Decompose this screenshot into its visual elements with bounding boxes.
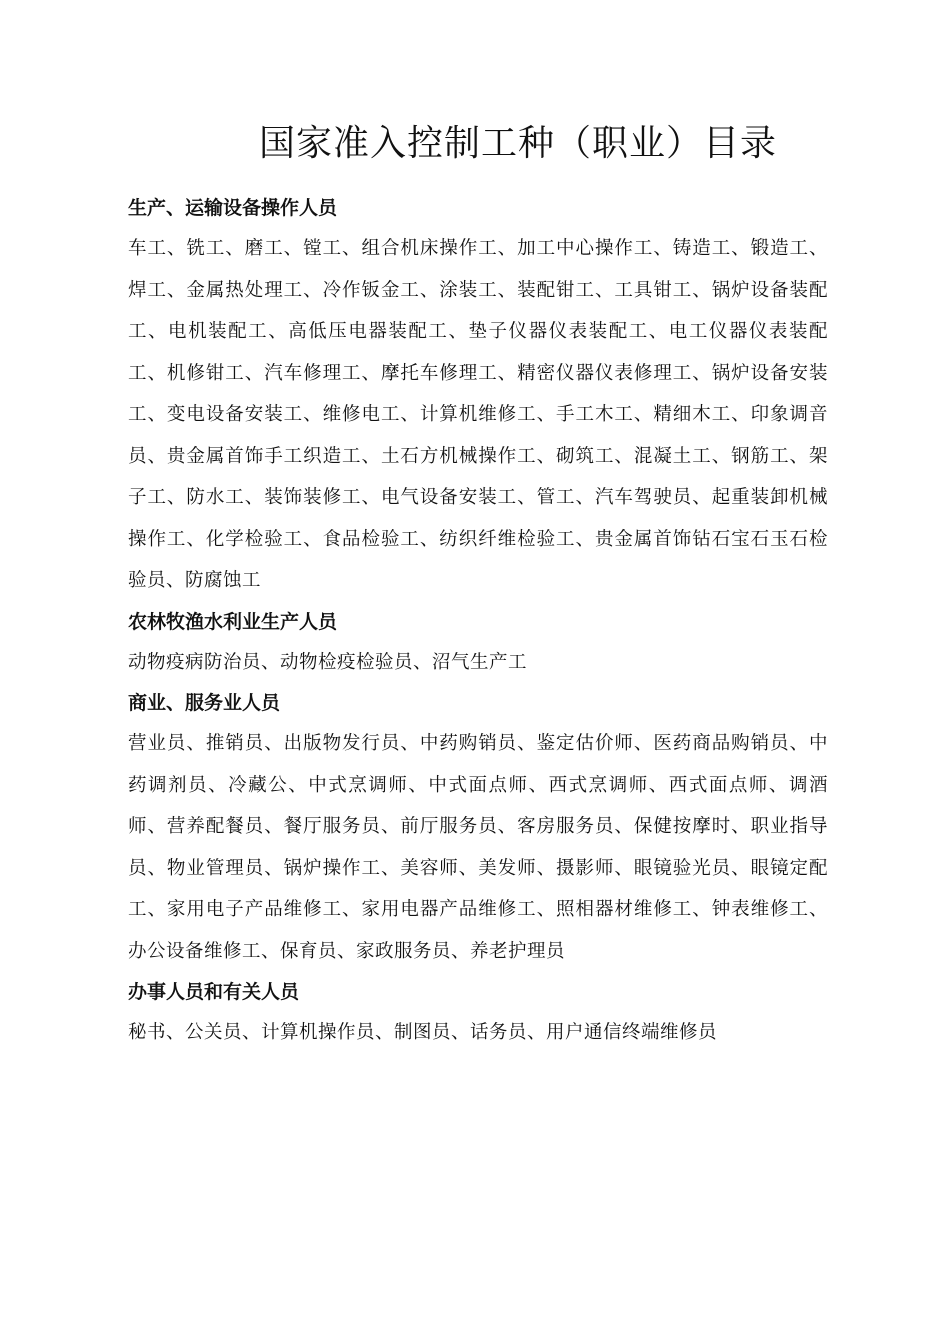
document-page bbox=[128, 118, 828, 1054]
section-heading: 农林牧渔水利业生产人员 bbox=[128, 610, 338, 633]
page-title: 国家准入控制工种（职业）目录 bbox=[258, 123, 777, 164]
section-heading: 生产、运输设备操作人员 bbox=[128, 197, 338, 219]
section-body: 车工、铣工、磨工、镗工、组合机床操作工、加工中心操作工、铸造工、锻造工、焊工、金属热处理工、冷作钣金工、涂装工、装配钳工、工具钳工、锅炉设备装配工、电机装配工、高低压电器装配工、垫子仪器仪表装配工、电工仪器仪表装配工、机修钳工、汽车修理工、摩托车修理工、精密仪器仪表修理工、锅炉设备安装工、变电设备安装工、维修电工、计算机维修工、手工木工、精细木工、印象调音员、贵金属首饰手工织造工、土石方机械操作工、砌筑工、混凝土工、钢筋工、架子工、防水工、装饰装修工、电气设备安装工、管工、汽车驾驶员、起重装卸机械操作工、化学检验工、食品检验工、纺织纤维检验工、贵金属首饰钻石宝石玉石检验员、防腐蚀工 bbox=[128, 238, 828, 591]
section-body: 营业员、推销员、出版物发行员、中药购销员、鉴定估价师、医药商品购销员、中药调剂员、冷藏公、中式烹调师、中式面点师、西式烹调师、西式面点师、调酒师、营养配餐员、餐厅服务员、前厅服务员、客房服务员、保健按摩时、职业指导员、物业管理员、锅炉操作工、美容师、美发师、摄影师、眼镜验光员、眼镜定配工、家用电子产品维修工、家用电器产品维修工、照相器材维修工、钟表维修工、办公设备维修工、保育员、家政服务员、养老护理员 bbox=[128, 733, 828, 962]
section-body: 动物疫病防治员、动物检疫检验员、沼气生产工 bbox=[128, 651, 528, 673]
section-body: 秘书、公关员、计算机操作员、制图员、话务员、用户通信终端维修员 bbox=[128, 1022, 718, 1043]
section-heading: 办事人员和有关人员 bbox=[128, 981, 300, 1003]
section-heading: 商业、服务业人员 bbox=[128, 692, 281, 714]
section-clerical bbox=[128, 972, 828, 1054]
section-agriculture bbox=[128, 602, 828, 684]
section-commerce-service bbox=[128, 683, 828, 972]
section-production-transport bbox=[128, 188, 828, 602]
